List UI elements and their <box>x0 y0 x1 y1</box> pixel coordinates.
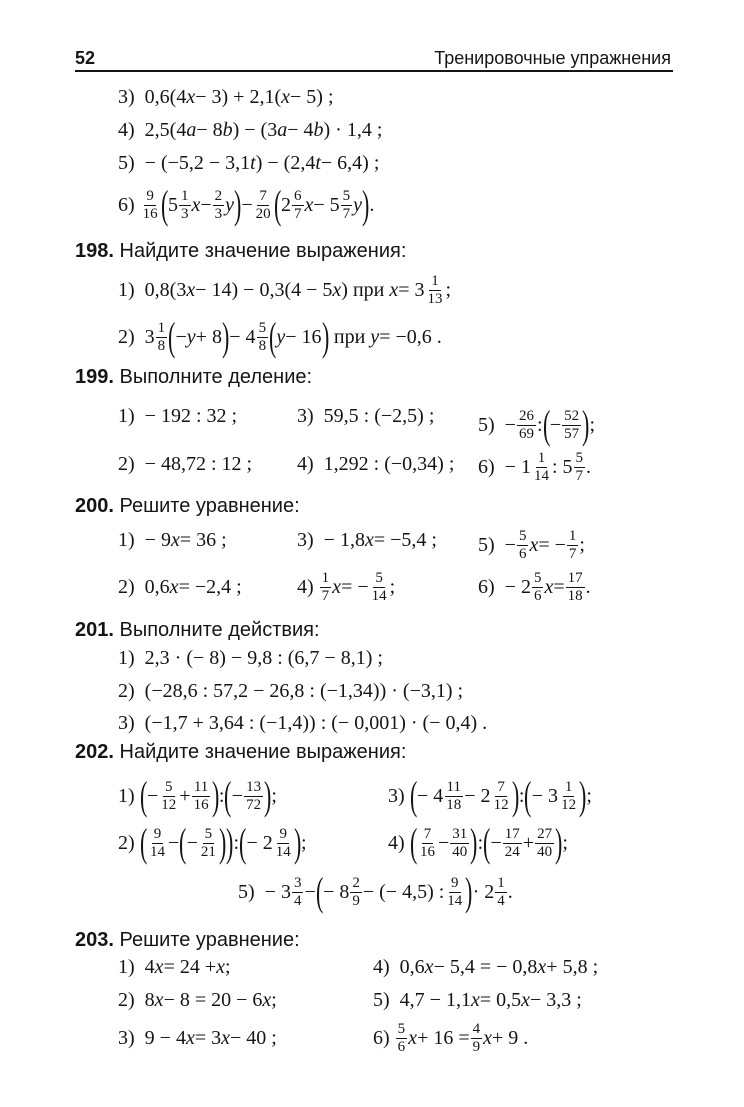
exercise-197-5: 5) − (−5,2 − 3,1 t ) − (2,4 t − 6,4) ; <box>118 151 380 174</box>
problem-202-number: 202. <box>75 741 114 763</box>
word-pri: при <box>352 278 385 301</box>
problem-199-number: 199. <box>75 366 114 388</box>
problem-198-number: 198. <box>75 240 114 262</box>
exercise-199-1: 1) − 192 : 32 ; <box>118 404 238 427</box>
problem-200-number: 200. <box>75 495 114 517</box>
exercise-200-6: 6) − 2 5 6 x = 17 18 . <box>478 569 591 604</box>
problem-199-title: Выполните деление: <box>119 366 313 388</box>
exercise-201-2: 2) (−28,6 : 57,2 − 26,8 : (−1,34)) · (−3,1) ; <box>118 679 464 702</box>
exercise-203-3: 3) 9 − 4 x = 3 x − 40 ; <box>118 1026 277 1049</box>
exercise-200-2: 2) 0,6 x = −2,4 ; <box>118 575 242 598</box>
exercise-198-1: 1) 0,8(3 x − 14) − 0,3(4 − 5 x ) при x = 3 1 13 ; <box>118 272 452 307</box>
exercise-197-3: 3) 0,6(4 x − 3) + 2,1( x − 5) ; <box>118 85 334 108</box>
page-number: 52 <box>75 48 96 68</box>
problem-201-heading <box>75 619 320 642</box>
exercise-199-6: 6) − 1 1 14 : 5 5 7 . <box>478 449 592 484</box>
word-pri: при <box>333 325 366 348</box>
exercise-200-1: 1) − 9 x = 36 ; <box>118 528 227 551</box>
problem-201-title: Выполните действия: <box>119 619 320 641</box>
exercise-200-4: 4) 1 7 x = − 5 14 ; <box>297 569 396 604</box>
exercise-202-1: 1) ( − 5 12 + 11 16 ) : ( − 13 72 ) ; <box>118 773 277 818</box>
exercise-201-1: 1) 2,3 · (− 8) − 9,8 : (6,7 − 8,1) ; <box>118 646 383 669</box>
exercise-203-1: 1) 4 x = 24 + x ; <box>118 955 231 978</box>
exercise-202-5: 5) − 3 3 4 − ( − 8 2 9 − (− 4,5) : 9 14 ) · 2 1 4 . <box>238 869 513 914</box>
exercise-200-3: 3) − 1,8 x = −5,4 ; <box>297 528 437 551</box>
problem-200-heading <box>75 495 300 518</box>
exercise-197-6: 6) 9 16 ( 5 1 3 x − 2 3 y ) − 7 20 ( 2 6 7 x − 5 5 7 y ) . <box>118 182 375 227</box>
exercise-203-4: 4) 0,6 x − 5,4 = − 0,8 x + 5,8 ; <box>373 955 599 978</box>
exercise-202-3: 3) ( − 4 11 18 − 2 7 12 ) : ( − 3 1 12 ) ; <box>388 773 592 818</box>
exercise-199-5: 5) − 26 69 : ( − 52 57 ) ; <box>478 402 596 447</box>
exercise-202-4: 4) ( 7 16 − 31 40 ) : ( − 17 24 + 27 40 ) ; <box>388 820 568 865</box>
problem-203-number: 203. <box>75 929 114 951</box>
exercise-203-6: 6) 5 6 x + 16 = 4 9 x + 9 . <box>373 1020 529 1055</box>
page-header <box>75 42 673 72</box>
problem-202-title: Найдите значение выражения: <box>119 741 407 763</box>
exercise-197-4: 4) 2,5(4 a − 8 b ) − (3 a − 4 b ) · 1,4 ; <box>118 118 383 141</box>
problem-198-title: Найдите значение выражения: <box>119 240 407 262</box>
exercise-199-4: 4) 1,292 : (−0,34) ; <box>297 452 455 475</box>
problem-202-heading <box>75 741 406 764</box>
exercise-201-3: 3) (−1,7 + 3,64 : (−1,4)) : (− 0,001) · (− 0,4) . <box>118 711 488 734</box>
exercise-203-5: 5) 4,7 − 1,1 x = 0,5 x − 3,3 ; <box>373 988 582 1011</box>
exercise-200-5: 5) − 5 6 x = − 1 7 ; <box>478 527 585 562</box>
problem-198-heading <box>75 240 406 263</box>
exercise-202-2: 2) ( 9 14 − ( − 5 21 ) ) : ( − 2 9 14 ) ; <box>118 820 307 865</box>
exercise-199-3: 3) 59,5 : (−2,5) ; <box>297 404 435 427</box>
problem-199-heading <box>75 366 312 389</box>
problem-203-heading <box>75 929 300 952</box>
running-title: Тренировочные упражнения <box>434 48 671 68</box>
exercise-199-2: 2) − 48,72 : 12 ; <box>118 452 253 475</box>
exercise-198-2: 2) 3 1 8 ( − y + 8 ) − 4 5 8 ( y − 16 ) при y = −0,6 . <box>118 314 442 359</box>
problem-200-title: Решите уравнение: <box>119 495 300 517</box>
problem-201-number: 201. <box>75 619 114 641</box>
exercise-203-2: 2) 8 x − 8 = 20 − 6 x ; <box>118 988 277 1011</box>
problem-203-title: Решите уравнение: <box>119 929 300 951</box>
